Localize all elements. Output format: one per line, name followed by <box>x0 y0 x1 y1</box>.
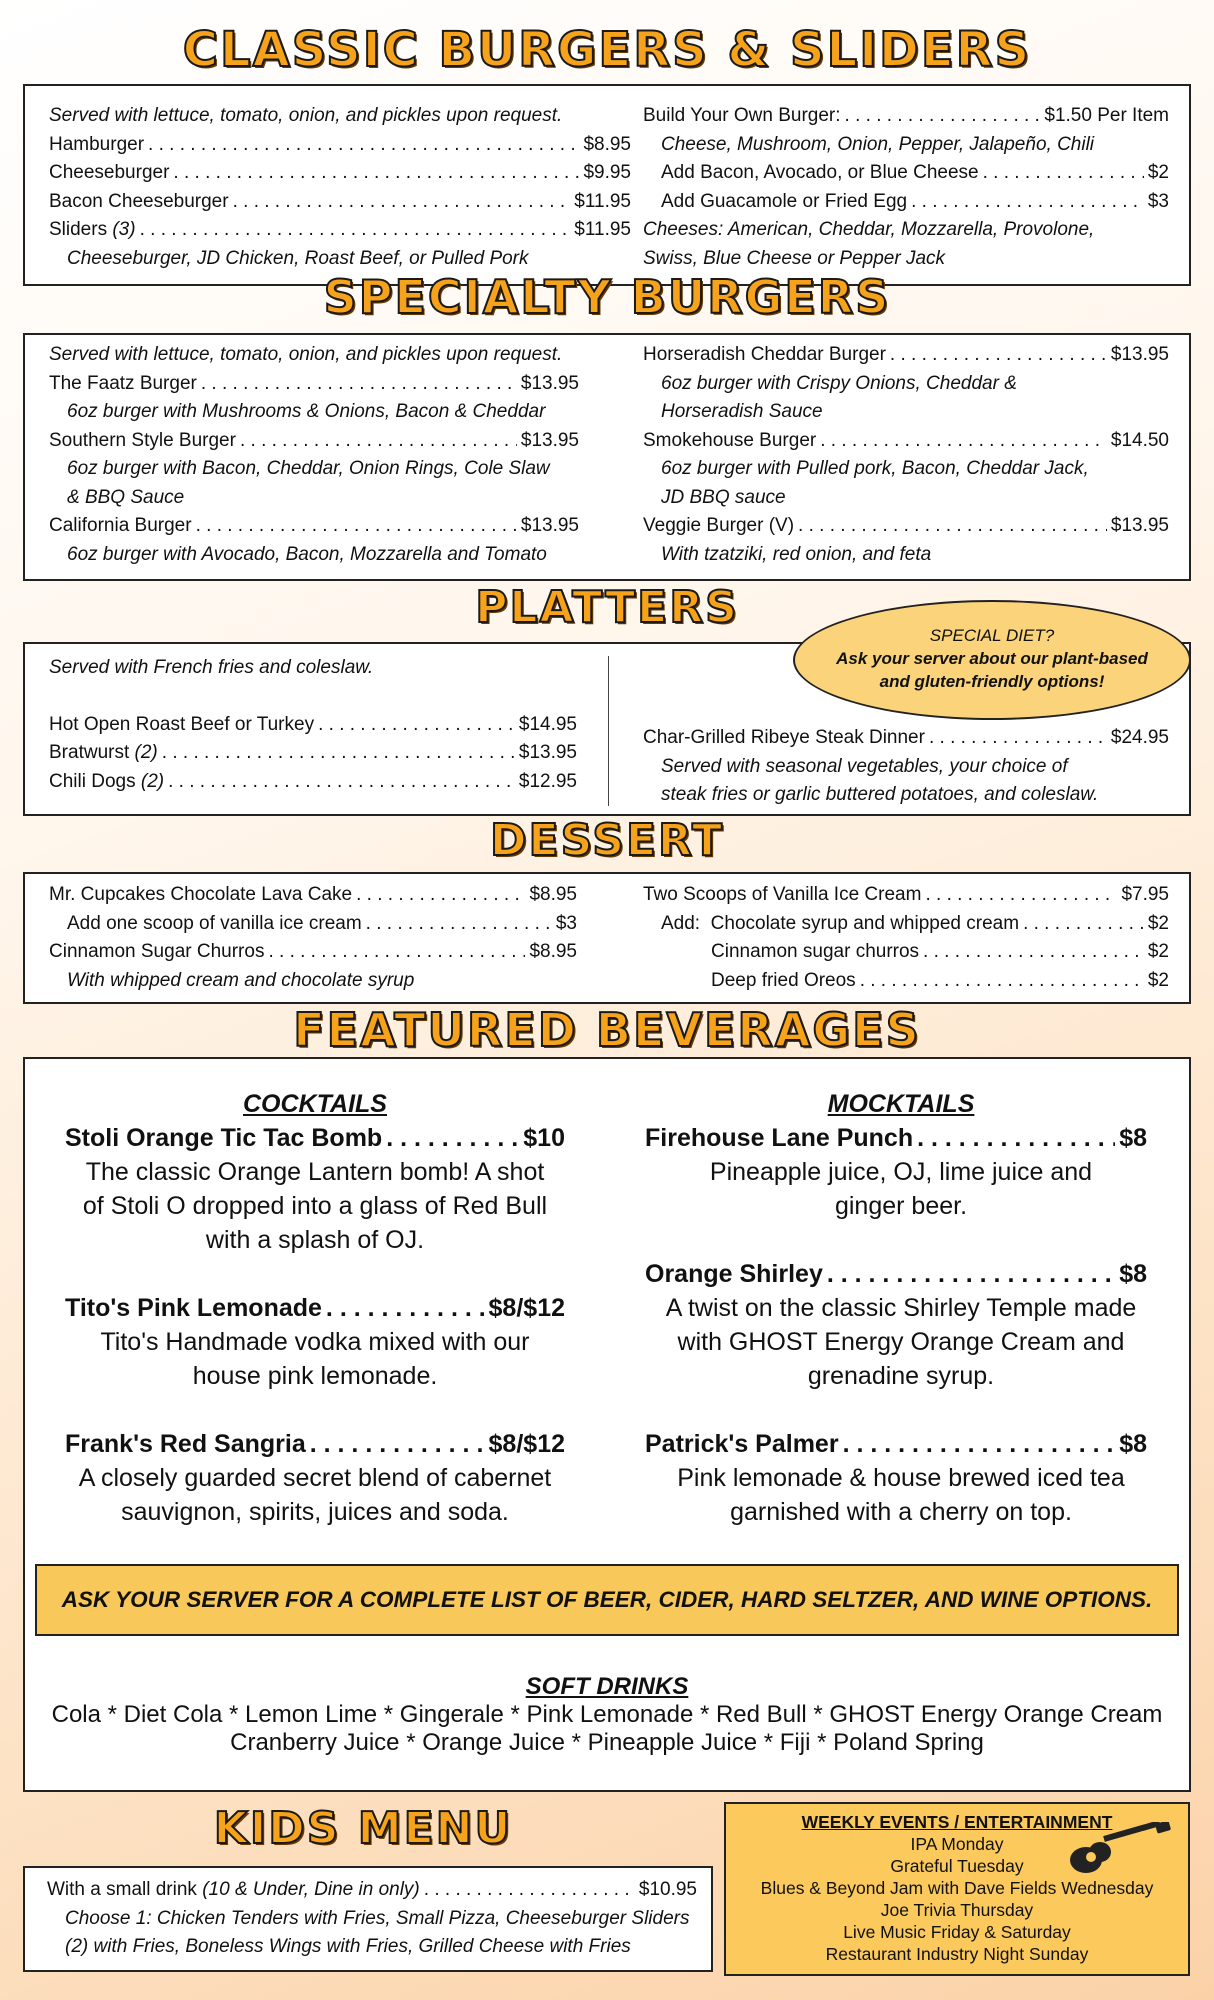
addon-item: Add Guacamole or Fried Egg . . . $3 <box>643 188 1169 217</box>
menu-item: California Burger . . . $13.95 <box>49 512 579 541</box>
event-item: Restaurant Industry Night Sunday <box>825 1944 1089 1964</box>
drink-desc: sauvignon, spirits, juices and soda. <box>121 1498 509 1526</box>
addon-item: Add Bacon, Avocado, or Blue Cheese . . . $2 <box>643 159 1169 188</box>
column-divider <box>608 656 609 806</box>
special-diet-line: Ask your server about our plant-based <box>836 649 1148 668</box>
item-desc: With whipped cream and chocolate syrup <box>67 969 415 991</box>
steak-dinner: Char-Grilled Ribeye Steak Dinner . . . $24.95 <box>643 724 1169 753</box>
menu-item: Mr. Cupcakes Chocolate Lava Cake . . . $8.95 <box>49 881 577 910</box>
drink-desc: with GHOST Energy Orange Cream and <box>677 1328 1125 1356</box>
drink-item: Tito's Pink Lemonade . . . $8/$12 <box>35 1291 595 1325</box>
menu-item: Cheeseburger . . . $9.95 <box>49 159 631 188</box>
item-desc: JD BBQ sauce <box>661 486 786 508</box>
specialty-burgers-heading: SPECIALTY BURGERS <box>323 270 891 324</box>
kids-item: With a small drink (10 & Under, Dine in only) . . . $10.95 <box>47 1876 697 1905</box>
event-item: Joe Trivia Thursday <box>880 1900 1034 1920</box>
soft-drinks-list: Cranberry Juice * Orange Juice * Pineapple Juice * Fiji * Poland Spring <box>230 1729 984 1756</box>
addon-item: Cinnamon sugar churros . . . $2 <box>643 938 1169 967</box>
item-desc: With tzatziki, red onion, and feta <box>661 543 932 565</box>
drink-desc: with a splash of OJ. <box>205 1226 425 1254</box>
menu-item: Hot Open Roast Beef or Turkey . . . $14.95 <box>49 711 577 740</box>
item-desc: & BBQ Sauce <box>67 486 185 508</box>
guitar-icon <box>1064 1822 1174 1880</box>
cheeses-line: Swiss, Blue Cheese or Pepper Jack <box>643 247 946 269</box>
drink-item: Frank's Red Sangria . . . $8/$12 <box>35 1427 595 1461</box>
weekly-events-box <box>724 1802 1190 1976</box>
kids-desc: Choose 1: Chicken Tenders with Fries, Small Pizza, Cheeseburger Sliders <box>65 1907 690 1929</box>
addon-item: Deep fried Oreos . . . $2 <box>643 967 1169 996</box>
kids-menu-heading: KIDS MENU <box>213 1803 513 1854</box>
drink-desc: Pink lemonade & house brewed iced tea <box>677 1464 1125 1492</box>
item-desc: 6oz burger with Pulled pork, Bacon, Cheddar Jack, <box>661 458 1089 479</box>
event-item: Grateful Tuesday <box>890 1856 1024 1876</box>
dessert-box <box>23 872 1191 1004</box>
event-item: Blues & Beyond Jam with Dave Fields Wednesday <box>760 1878 1154 1898</box>
soft-drinks-heading: SOFT DRINKS <box>525 1673 689 1700</box>
cocktails-heading: COCKTAILS <box>243 1090 387 1118</box>
dessert-heading: DESSERT <box>490 815 724 866</box>
cheeses-line: Cheeses: American, Cheddar, Mozzarella, Provolone, <box>643 219 1095 240</box>
ask-server-text: ASK YOUR SERVER FOR A COMPLETE LIST OF BEER, CIDER, HARD SELTZER, AND WINE OPTIONS. <box>61 1587 1153 1612</box>
drink-desc: ginger beer. <box>834 1192 968 1220</box>
item-desc: 6oz burger with Mushrooms & Onions, Bacon & Cheddar <box>67 401 546 422</box>
event-item: IPA Monday <box>910 1834 1004 1854</box>
menu-item: Cinnamon Sugar Churros . . . $8.95 <box>49 938 577 967</box>
menu-item-sliders: Sliders (3) . . . $11.95 <box>49 216 631 245</box>
drink-item: Patrick's Palmer . . . $8 <box>621 1427 1181 1461</box>
platters-heading: PLATTERS <box>475 582 739 633</box>
item-desc: steak fries or garlic buttered potatoes, and coleslaw. <box>661 784 1099 805</box>
classic-note: Served with lettuce, tomato, onion, and pickles upon request. <box>49 105 563 126</box>
menu-item: Chili Dogs (2) . . . $12.95 <box>49 768 577 797</box>
menu-item: Bratwurst (2) . . . $13.95 <box>49 739 577 768</box>
drink-item: Stoli Orange Tic Tac Bomb . . . $10 <box>35 1121 595 1155</box>
ask-server-banner <box>35 1564 1179 1636</box>
item-desc: Served with seasonal vegetables, your choice of <box>661 755 1068 777</box>
classic-burgers-box <box>23 84 1191 286</box>
menu-item: Bacon Cheeseburger . . . $11.95 <box>49 188 631 217</box>
drink-desc: Pineapple juice, OJ, lime juice and <box>709 1158 1093 1186</box>
soft-drinks <box>25 1673 1189 1757</box>
menu-item: Two Scoops of Vanilla Ice Cream . . . $7.95 <box>643 881 1169 910</box>
kids-menu-box <box>23 1866 713 1972</box>
menu-item: Smokehouse Burger . . . $14.50 <box>643 427 1169 456</box>
events-title: WEEKLY EVENTS / ENTERTAINMENT <box>801 1812 1113 1832</box>
drink-desc: house pink lemonade. <box>192 1362 438 1390</box>
drink-desc: A closely guarded secret blend of cabernet <box>78 1464 552 1492</box>
drink-item: Orange Shirley . . . $8 <box>621 1257 1181 1291</box>
menu-item: Veggie Burger (V) . . . $13.95 <box>643 512 1169 541</box>
drink-desc: grenadine syrup. <box>807 1362 995 1390</box>
byo-toppings: Cheese, Mushroom, Onion, Pepper, Jalapeño, Chili <box>661 133 1095 155</box>
addon-item: Add: Chocolate syrup and whipped cream . . . $2 <box>643 910 1169 939</box>
event-item: Live Music Friday & Saturday <box>843 1922 1071 1942</box>
drink-desc: garnished with a cherry on top. <box>730 1498 1072 1526</box>
menu-item: Hamburger . . . $8.95 <box>49 131 631 160</box>
item-desc: 6oz burger with Bacon, Cheddar, Onion Rings, Cole Slaw <box>67 458 550 479</box>
menu-item: The Faatz Burger . . . $13.95 <box>49 370 579 399</box>
soft-drinks-list: Cola * Diet Cola * Lemon Lime * Gingerale * Pink Lemonade * Red Bull * GHOST Energy Orange Cream <box>51 1701 1163 1728</box>
item-desc: Horseradish Sauce <box>661 401 823 422</box>
byo-burger: Build Your Own Burger: . . . $1.50 Per Item <box>643 102 1169 131</box>
drink-desc: A twist on the classic Shirley Temple made <box>665 1294 1137 1322</box>
specialty-note: Served with lettuce, tomato, onion, and pickles upon request. <box>49 344 563 365</box>
item-desc: 6oz burger with Avocado, Bacon, Mozzarella and Tomato <box>67 543 547 565</box>
beverages-box <box>23 1057 1191 1792</box>
kids-desc: (2) with Fries, Boneless Wings with Fries, Grilled Cheese with Fries <box>65 1936 631 1957</box>
menu-item: Southern Style Burger . . . $13.95 <box>49 427 579 456</box>
item-desc: 6oz burger with Crispy Onions, Cheddar & <box>661 372 1017 394</box>
special-diet-oval <box>793 600 1191 720</box>
drink-item: Firehouse Lane Punch . . . $8 <box>621 1121 1181 1155</box>
addon-item: Add one scoop of vanilla ice cream . . . $3 <box>49 910 577 939</box>
menu-item: Horseradish Cheddar Burger . . . $13.95 <box>643 341 1169 370</box>
specialty-burgers-box <box>23 333 1191 581</box>
classic-burgers-heading: CLASSIC BURGERS & SLIDERS <box>182 22 1032 78</box>
sliders-desc: Cheeseburger, JD Chicken, Roast Beef, or Pulled Pork <box>67 247 529 269</box>
platters-note: Served with French fries and coleslaw. <box>49 657 374 678</box>
drink-desc: Tito's Handmade vodka mixed with our <box>100 1328 530 1356</box>
special-diet-line: and gluten-friendly options! <box>879 672 1105 691</box>
beverages-heading: FEATURED BEVERAGES <box>293 1003 921 1057</box>
special-diet-title: SPECIAL DIET? <box>929 626 1055 645</box>
drink-desc: of Stoli O dropped into a glass of Red Bull <box>82 1192 548 1220</box>
drink-desc: The classic Orange Lantern bomb! A shot <box>85 1158 545 1186</box>
mocktails-heading: MOCKTAILS <box>827 1090 975 1118</box>
